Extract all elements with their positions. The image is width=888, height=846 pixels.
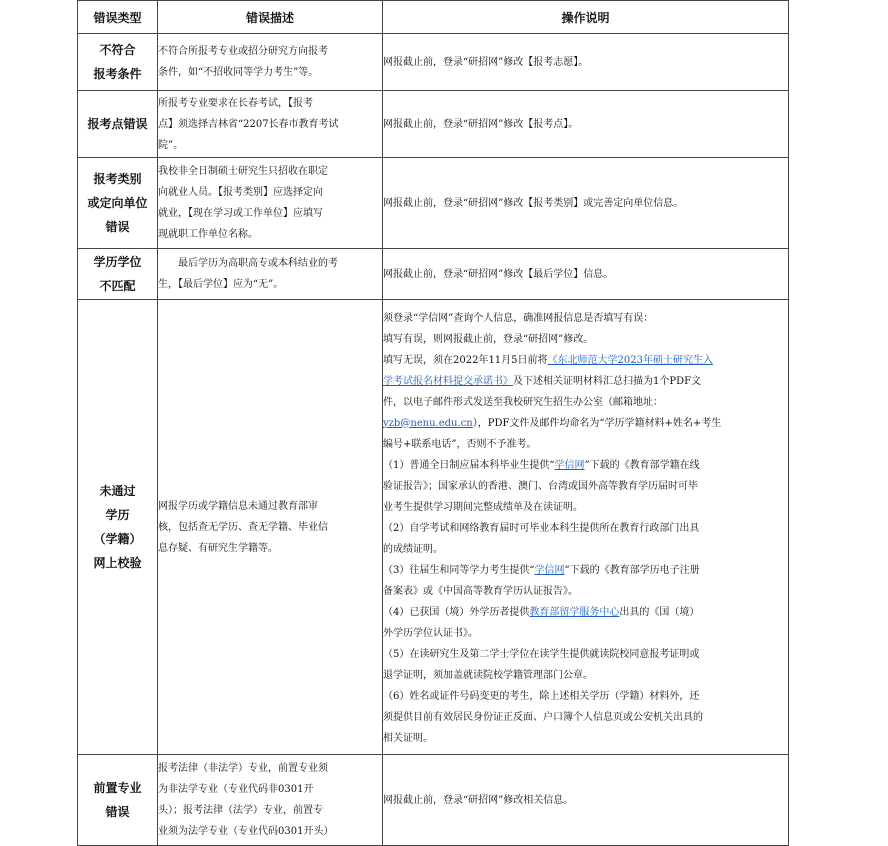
error-type-line: 报考点错误 xyxy=(87,117,148,131)
error-type-line: 学历学位 xyxy=(93,255,142,269)
description-line: 息存疑、有研究生学籍等。 xyxy=(158,542,278,554)
error-type-line: 不匹配 xyxy=(99,279,136,293)
operation-text: ），PDF文件及邮件均命名为“学历学籍材料+姓名+考生 xyxy=(472,417,722,429)
operation-text: 验证报告》；国家承认的香港、澳门、台湾或国外高等教育学历届时可毕 xyxy=(383,480,698,492)
operation-cell xyxy=(383,158,789,249)
operation-text: 退学证明，须加盖就读院校学籍管理部门公章。 xyxy=(383,669,593,681)
operation-cell xyxy=(383,91,789,158)
cscse-link[interactable]: 教育部留学服务中心 xyxy=(529,606,620,618)
description-line: 不符合所报考专业或招分研究方向报考 xyxy=(158,46,328,57)
operation-text: 出具的《国（境） xyxy=(619,606,700,618)
operation-text xyxy=(383,560,788,581)
error-table xyxy=(77,0,789,846)
operation-text: （1）普通全日制应届本科毕业生提供“ xyxy=(383,459,555,471)
error-description-cell xyxy=(158,34,383,91)
error-description-cell xyxy=(158,300,383,755)
description-line: 就业，【现在学习或工作单位】应填写 xyxy=(158,208,323,219)
error-type-cell xyxy=(78,91,158,158)
email-link[interactable]: yzb@nenu.edu.cn xyxy=(383,417,473,429)
description-line: 最后学历为高职高专或本科结业的考 xyxy=(178,258,338,269)
error-type-line: 网上校验 xyxy=(93,556,142,570)
operation-text: 网报截止前，登录“研招网”修改【报考点】。 xyxy=(383,118,579,130)
operation-cell xyxy=(383,249,789,300)
description-line: 为非法学专业（专业代码非0301开 xyxy=(158,784,314,795)
operation-text: 及下述相关证明材料汇总扫描为1个PDF文 xyxy=(513,375,702,387)
description-line: 业须为法学专业（专业代码0301开头） xyxy=(158,826,334,837)
error-type-line: 学历 xyxy=(105,508,130,522)
operation-text xyxy=(383,350,788,371)
commitment-letter-link[interactable]: 学考试报名材料提交承诺书》 xyxy=(383,375,513,387)
chsi-link[interactable]: 学信网 xyxy=(534,564,565,576)
header-operation-instructions: 操作说明 xyxy=(383,1,789,34)
header-error-description: 错误描述 xyxy=(158,1,383,34)
error-type-line: 或定向单位 xyxy=(87,196,148,210)
operation-text: 填写无误，须在2022年11月5日前将 xyxy=(383,354,548,366)
error-type-cell xyxy=(78,300,158,755)
table-row xyxy=(78,91,789,158)
operation-text: ”下载的《教育部学籍在线 xyxy=(584,459,700,471)
operation-text xyxy=(383,455,788,476)
operation-text: ”下载的《教育部学历电子注册 xyxy=(564,564,700,576)
table-row xyxy=(78,249,789,300)
operation-text: 网报截止前，登录“研招网”修改【报考志愿】。 xyxy=(383,56,589,68)
operation-text: 网报截止前，登录“研招网”修改相关信息。 xyxy=(383,794,574,806)
error-description-cell xyxy=(158,249,383,300)
error-type-line: 未通过 xyxy=(99,484,136,498)
error-type-cell xyxy=(78,158,158,249)
operation-text: 网报截止前，登录“研招网”修改【报考类别】或完善定向单位信息。 xyxy=(383,197,684,209)
operation-text: 填写有误，则网报截止前，登录“研招网”修改。 xyxy=(383,333,594,345)
operation-text: 编号+联系电话”，否则不予准考。 xyxy=(383,438,537,450)
operation-text: 网报截止前，登录“研招网”修改【最后学位】信息。 xyxy=(383,268,614,280)
operation-text: （6）姓名或证件号码变更的考生，除上述相关学历（学籍）材料外，还 xyxy=(383,690,700,702)
table-row xyxy=(78,300,789,755)
error-type-line: 不符合 xyxy=(99,43,136,57)
error-type-cell xyxy=(78,755,158,846)
description-line: 核，包括查无学历、查无学籍、毕业信 xyxy=(158,521,328,533)
description-line: 条件，如“不招收同等学力考生”等。 xyxy=(158,67,319,78)
description-line: 网报学历或学籍信息未通过教育部审 xyxy=(158,500,318,512)
operation-text: 备案表》或《中国高等教育学历认证报告》。 xyxy=(383,585,578,597)
error-type-line: 前置专业 xyxy=(93,781,142,795)
operation-text: 业考生提供学习期间完整成绩单及在读证明。 xyxy=(383,501,583,513)
error-type-cell xyxy=(78,249,158,300)
operation-text: 相关证明。 xyxy=(383,732,433,744)
description-line: 现就职工作单位名称。 xyxy=(158,229,258,240)
operation-text: 的成绩证明。 xyxy=(383,543,443,555)
table-row xyxy=(78,755,789,846)
description-line: 院”。 xyxy=(158,139,184,151)
operation-text xyxy=(383,371,788,392)
operation-cell xyxy=(383,34,789,91)
operation-text xyxy=(383,602,788,623)
description-line: 所报考专业要求在长春考试，【报考 xyxy=(158,97,313,109)
table-row xyxy=(78,34,789,91)
operation-text: （3）往届生和同等学力考生提供“ xyxy=(383,564,535,576)
operation-text: （5）在读研究生及第二学士学位在读学生提供就读院校同意报考证明或 xyxy=(383,648,700,660)
error-type-cell xyxy=(78,34,158,91)
description-line: 生，【最后学位】应为“无”。 xyxy=(158,279,284,290)
operation-text: 外学历学位认证书》。 xyxy=(383,627,478,639)
operation-text: （2）自学考试和网络教育届时可毕业本科生提供所在教育行政部门出具 xyxy=(383,522,700,534)
table-row xyxy=(78,158,789,249)
header-error-type: 错误类型 xyxy=(78,1,158,34)
error-description-cell xyxy=(158,755,383,846)
description-line: 点】须选择吉林省“2207长春市教育考试 xyxy=(158,118,339,130)
description-line: 我校非全日制硕士研究生只招收在职定 xyxy=(158,166,328,177)
description-line: 头）；报考法律（法学）专业，前置专 xyxy=(158,805,323,816)
operation-text xyxy=(383,413,788,434)
description-line: 向就业人员。【报考类别】应选择定向 xyxy=(158,187,323,198)
error-type-line: 报考类别 xyxy=(93,172,142,186)
error-description-cell xyxy=(158,158,383,249)
table-header-row xyxy=(78,1,789,34)
error-type-line: （学籍） xyxy=(93,532,142,546)
operation-text: （4）已获国（境）外学历者提供 xyxy=(383,606,530,618)
commitment-letter-link[interactable]: 《东北师范大学2023年硕士研究生入 xyxy=(547,354,713,366)
operation-cell xyxy=(383,300,789,755)
chsi-link[interactable]: 学信网 xyxy=(554,459,585,471)
error-type-line: 报考条件 xyxy=(93,67,142,81)
operation-cell xyxy=(383,755,789,846)
error-type-line: 错误 xyxy=(105,805,130,819)
operation-text: 件，以电子邮件形式发送至我校研究生招生办公室（邮箱地址： xyxy=(383,396,663,408)
error-type-line: 错误 xyxy=(105,220,130,234)
operation-intro: 须登录“学信网”查询个人信息，确准网报信息是否填写有误： xyxy=(383,312,654,324)
description-line: 报考法律（非法学）专业，前置专业须 xyxy=(158,763,328,774)
operation-text: 须提供目前有效居民身份证正反面、户口簿个人信息页或公安机关出具的 xyxy=(383,711,703,723)
error-description-cell xyxy=(158,91,383,158)
